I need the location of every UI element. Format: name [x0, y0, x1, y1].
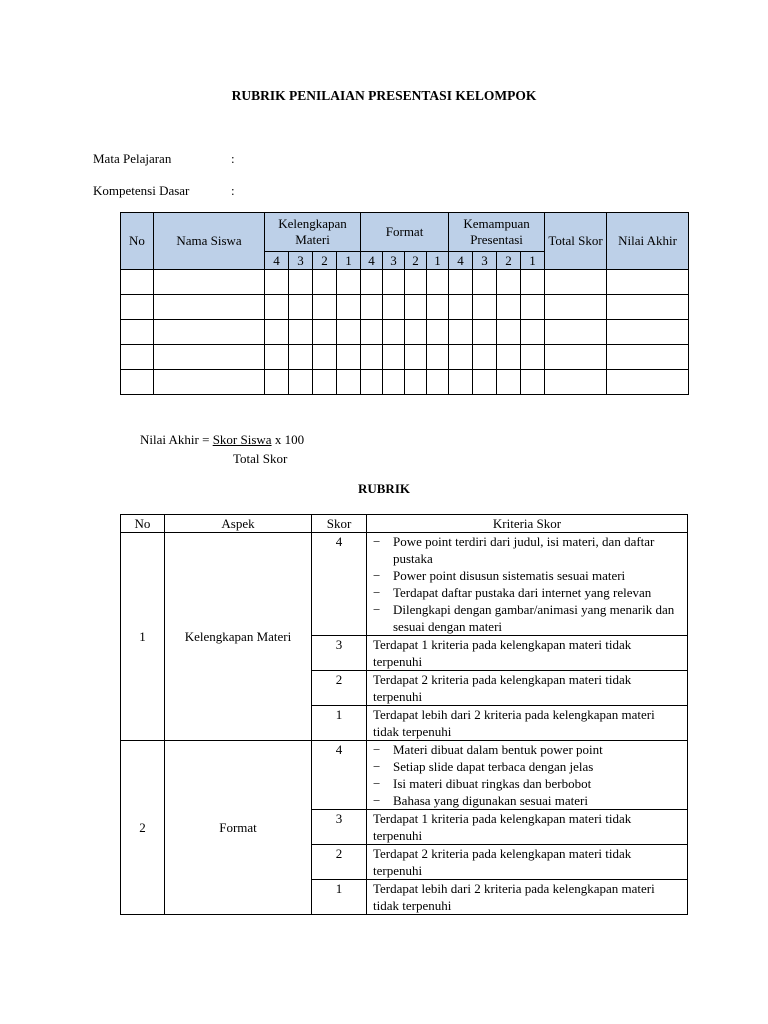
score-cell — [121, 270, 154, 295]
header-format: Format — [361, 213, 449, 252]
score-cell — [497, 270, 521, 295]
rubric-header-skor: Skor — [312, 515, 367, 533]
score-cell — [121, 370, 154, 395]
score-cell — [521, 345, 545, 370]
score-cell — [497, 295, 521, 320]
score-cell — [405, 270, 427, 295]
score-cell — [313, 295, 337, 320]
rubric-aspect-name: Kelengkapan Materi — [165, 533, 312, 741]
subscore-cell: 4 — [265, 252, 289, 270]
kriteria-item: − Dilengkapi dengan gambar/animasi yang menarik dan sesuai dengan materi — [373, 601, 681, 635]
score-cell — [545, 370, 607, 395]
score-cell — [497, 345, 521, 370]
score-table-body — [121, 270, 689, 395]
kompetensi-dasar-colon: : — [231, 183, 235, 198]
score-cell — [154, 320, 265, 345]
rubric-kriteria: Terdapat lebih dari 2 kriteria pada kelengkapan materi tidak terpenuhi — [367, 880, 688, 915]
score-cell — [449, 270, 473, 295]
score-cell — [361, 295, 383, 320]
score-cell — [265, 295, 289, 320]
score-cell — [383, 295, 405, 320]
score-cell — [449, 295, 473, 320]
rubric-kriteria — [367, 533, 688, 636]
subscore-cell: 3 — [473, 252, 497, 270]
score-cell — [289, 320, 313, 345]
score-cell — [121, 320, 154, 345]
score-cell — [545, 320, 607, 345]
score-cell — [427, 370, 449, 395]
score-cell — [497, 370, 521, 395]
score-cell — [337, 270, 361, 295]
score-cell — [521, 320, 545, 345]
score-cell — [449, 345, 473, 370]
rubric-row — [121, 741, 688, 810]
score-cell — [361, 345, 383, 370]
score-cell — [361, 370, 383, 395]
score-row — [121, 270, 689, 295]
score-cell — [265, 270, 289, 295]
score-cell — [607, 345, 689, 370]
score-cell — [545, 295, 607, 320]
score-cell — [473, 345, 497, 370]
formula — [140, 430, 304, 468]
kriteria-item: − Materi dibuat dalam bentuk power point — [373, 741, 681, 758]
rubric-skor: 1 — [312, 706, 367, 741]
rubric-kriteria: Terdapat lebih dari 2 kriteria pada kelengkapan materi tidak terpenuhi — [367, 706, 688, 741]
score-cell — [121, 345, 154, 370]
score-cell — [449, 370, 473, 395]
kriteria-list — [373, 533, 681, 635]
subscore-cell: 3 — [383, 252, 405, 270]
kriteria-item: − Setiap slide dapat terbaca dengan jelas — [373, 758, 681, 775]
score-cell — [337, 345, 361, 370]
info-kompetensi-dasar — [93, 182, 235, 200]
subscore-cell: 1 — [521, 252, 545, 270]
score-cell — [337, 320, 361, 345]
score-cell — [607, 295, 689, 320]
kompetensi-dasar-label: Kompetensi Dasar — [93, 183, 190, 198]
rubric-header-kriteria: Kriteria Skor — [367, 515, 688, 533]
kriteria-item: − Powe point terdiri dari judul, isi materi, dan daftar pustaka — [373, 533, 681, 567]
subscore-cell: 4 — [361, 252, 383, 270]
formula-denominator: Total Skor — [233, 451, 288, 466]
subscore-cell: 1 — [337, 252, 361, 270]
rubric-aspect-no: 2 — [121, 741, 165, 915]
score-cell — [154, 295, 265, 320]
score-cell — [313, 270, 337, 295]
header-nama-siswa: Nama Siswa — [154, 213, 265, 270]
score-table — [120, 212, 689, 395]
mata-pelajaran-colon: : — [231, 151, 235, 166]
score-cell — [405, 320, 427, 345]
rubric-skor: 2 — [312, 671, 367, 706]
score-cell — [383, 270, 405, 295]
score-cell — [521, 295, 545, 320]
score-cell — [289, 270, 313, 295]
score-cell — [473, 370, 497, 395]
score-cell — [383, 345, 405, 370]
rubric-skor: 1 — [312, 880, 367, 915]
formula-prefix: Nilai Akhir = — [140, 432, 213, 447]
formula-numerator: Skor Siswa — [212, 432, 272, 447]
header-kemampuan-presentasi: Kemampuan Presentasi — [449, 213, 545, 252]
header-total-skor: Total Skor — [545, 213, 607, 270]
score-cell — [383, 370, 405, 395]
rubric-kriteria — [367, 741, 688, 810]
header-no: No — [121, 213, 154, 270]
score-cell — [154, 345, 265, 370]
subscore-cell: 3 — [289, 252, 313, 270]
score-cell — [545, 270, 607, 295]
score-cell — [313, 345, 337, 370]
score-cell — [337, 295, 361, 320]
score-cell — [265, 320, 289, 345]
kriteria-item: − Power point disusun sistematis sesuai materi — [373, 567, 681, 584]
score-row — [121, 345, 689, 370]
score-cell — [521, 370, 545, 395]
score-cell — [361, 320, 383, 345]
score-cell — [427, 295, 449, 320]
score-cell — [521, 270, 545, 295]
score-cell — [405, 345, 427, 370]
rubric-skor: 4 — [312, 533, 367, 636]
score-row — [121, 320, 689, 345]
subscore-cell: 4 — [449, 252, 473, 270]
rubric-skor: 4 — [312, 741, 367, 810]
score-cell — [427, 345, 449, 370]
rubric-skor: 3 — [312, 636, 367, 671]
score-row — [121, 370, 689, 395]
subscore-cell: 2 — [313, 252, 337, 270]
score-cell — [607, 320, 689, 345]
score-cell — [449, 320, 473, 345]
rubric-skor: 2 — [312, 845, 367, 880]
score-cell — [607, 270, 689, 295]
score-cell — [473, 295, 497, 320]
score-cell — [265, 370, 289, 395]
score-cell — [497, 320, 521, 345]
score-cell — [405, 370, 427, 395]
score-cell — [337, 370, 361, 395]
rubric-kriteria: Terdapat 1 kriteria pada kelengkapan materi tidak terpenuhi — [367, 636, 688, 671]
kriteria-item: − Bahasa yang digunakan sesuai materi — [373, 792, 681, 809]
page-title: RUBRIK PENILAIAN PRESENTASI KELOMPOK — [231, 88, 537, 103]
info-mata-pelajaran — [93, 150, 235, 168]
subscore-cell: 2 — [497, 252, 521, 270]
kriteria-item: − Isi materi dibuat ringkas dan berbobot — [373, 775, 681, 792]
score-cell — [265, 345, 289, 370]
score-cell — [121, 295, 154, 320]
rubrik-title: RUBRIK — [357, 481, 410, 496]
score-cell — [154, 370, 265, 395]
score-cell — [313, 370, 337, 395]
formula-suffix: x 100 — [271, 432, 305, 447]
score-cell — [289, 370, 313, 395]
score-cell — [545, 345, 607, 370]
score-cell — [473, 320, 497, 345]
score-cell — [383, 320, 405, 345]
score-row — [121, 295, 689, 320]
rubric-header-no: No — [121, 515, 165, 533]
header-nilai-akhir: Nilai Akhir — [607, 213, 689, 270]
score-cell — [289, 345, 313, 370]
header-kelengkapan-materi: Kelengkapan Materi — [265, 213, 361, 252]
kriteria-item: − Terdapat daftar pustaka dari internet yang relevan — [373, 584, 681, 601]
rubric-kriteria: Terdapat 2 kriteria pada kelengkapan materi tidak terpenuhi — [367, 845, 688, 880]
rubric-table-body — [121, 533, 688, 915]
score-cell — [427, 270, 449, 295]
mata-pelajaran-label: Mata Pelajaran — [93, 151, 172, 166]
rubric-kriteria: Terdapat 1 kriteria pada kelengkapan materi tidak terpenuhi — [367, 810, 688, 845]
rubric-header-aspek: Aspek — [165, 515, 312, 533]
score-cell — [289, 295, 313, 320]
rubric-table — [120, 514, 688, 915]
score-cell — [313, 320, 337, 345]
score-cell — [405, 295, 427, 320]
score-cell — [427, 320, 449, 345]
rubric-aspect-no: 1 — [121, 533, 165, 741]
rubric-aspect-name: Format — [165, 741, 312, 915]
rubric-kriteria: Terdapat 2 kriteria pada kelengkapan materi tidak terpenuhi — [367, 671, 688, 706]
score-cell — [361, 270, 383, 295]
subscore-cell: 1 — [427, 252, 449, 270]
score-cell — [473, 270, 497, 295]
kriteria-list — [373, 741, 681, 809]
rubric-skor: 3 — [312, 810, 367, 845]
score-cell — [607, 370, 689, 395]
rubric-row — [121, 533, 688, 636]
subscore-cell: 2 — [405, 252, 427, 270]
score-cell — [154, 270, 265, 295]
